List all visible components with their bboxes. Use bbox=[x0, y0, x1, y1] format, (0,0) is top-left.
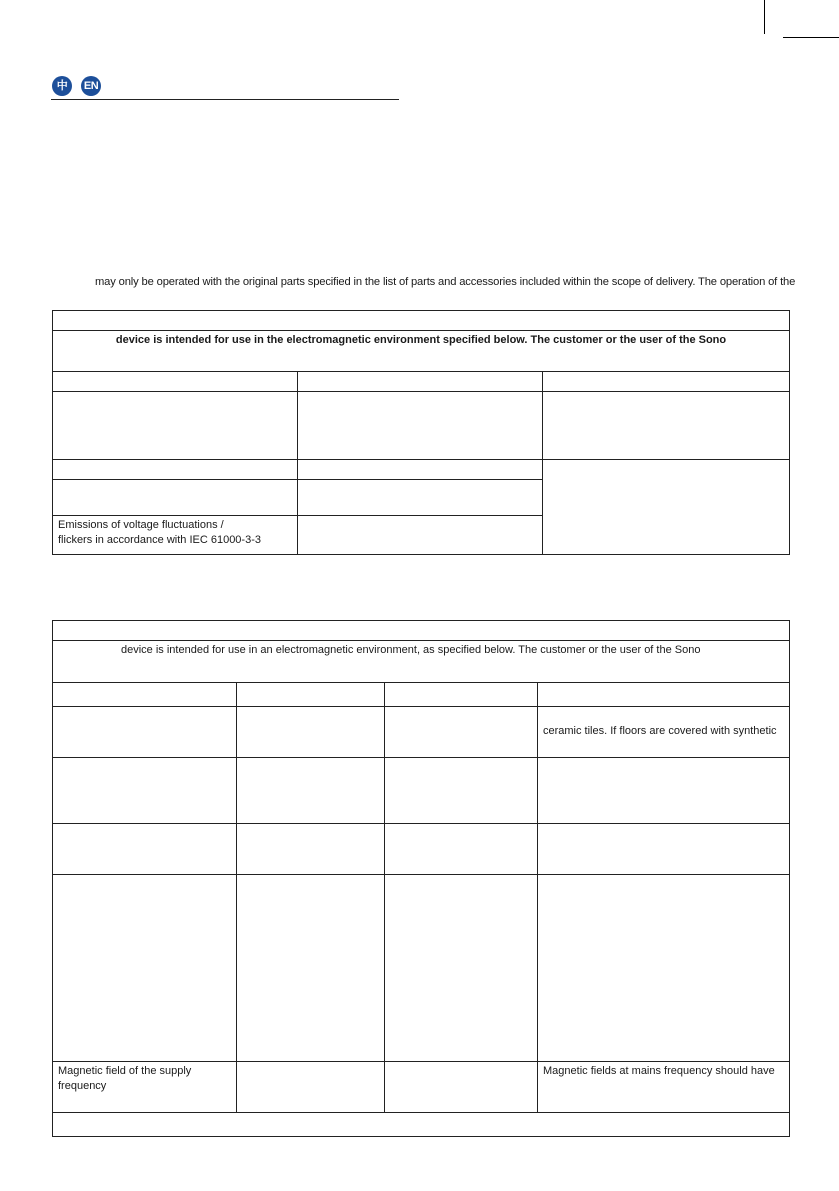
immunity-table-title-row bbox=[53, 621, 790, 641]
emissions-cell bbox=[543, 392, 790, 460]
immunity-table bbox=[52, 620, 790, 1137]
emissions-cell bbox=[53, 480, 298, 516]
emissions-table-title-row bbox=[53, 311, 790, 331]
emissions-header-cell bbox=[53, 372, 298, 392]
immunity-cell bbox=[385, 707, 538, 758]
immunity-cell bbox=[385, 758, 538, 824]
crop-mark-top-vertical bbox=[764, 0, 765, 34]
emissions-table bbox=[52, 310, 790, 555]
emissions-cell bbox=[53, 460, 298, 480]
immunity-cell bbox=[385, 824, 538, 875]
immunity-table-footer-row bbox=[53, 1113, 790, 1137]
immunity-cell bbox=[237, 1062, 385, 1113]
voltage-fluctuations-label-line2: flickers in accordance with IEC 61000-3-3 bbox=[58, 534, 261, 546]
immunity-cell bbox=[53, 824, 237, 875]
immunity-cell bbox=[237, 824, 385, 875]
emissions-cell bbox=[298, 460, 543, 480]
emissions-cell bbox=[298, 480, 543, 516]
immunity-cell bbox=[53, 758, 237, 824]
emissions-cell bbox=[298, 516, 543, 555]
immunity-cell bbox=[538, 824, 790, 875]
immunity-header-cell bbox=[538, 683, 790, 707]
magnetic-field-guidance: Magnetic fields at mains frequency should have bbox=[538, 1062, 790, 1113]
immunity-header-cell bbox=[53, 683, 237, 707]
chinese-language-badge: 中 bbox=[52, 76, 72, 96]
immunity-table-intro: device is intended for use in an electromagnetic environment, as specified below. The customer or the user of the Sono bbox=[53, 641, 790, 683]
emissions-cell bbox=[53, 392, 298, 460]
voltage-fluctuations-label-line1: Emissions of voltage fluctuations / bbox=[58, 519, 224, 531]
immunity-cell bbox=[538, 875, 790, 1062]
immunity-cell bbox=[385, 875, 538, 1062]
immunity-cell bbox=[237, 707, 385, 758]
immunity-cell bbox=[53, 707, 237, 758]
magnetic-field-label: Magnetic field of the supply frequency bbox=[53, 1062, 237, 1113]
intro-paragraph: may only be operated with the original parts specified in the list of parts and accessories included within the scope of delivery. The operation of the bbox=[95, 276, 796, 288]
emissions-guidance-merged-cell bbox=[543, 460, 790, 555]
header-rule bbox=[51, 99, 399, 100]
immunity-cell bbox=[385, 1062, 538, 1113]
immunity-cell bbox=[237, 875, 385, 1062]
voltage-fluctuations-label bbox=[53, 516, 298, 555]
emissions-table-intro: device is intended for use in the electromagnetic environment specified below. The customer or the user of the Sono bbox=[53, 331, 790, 372]
emissions-header-cell bbox=[298, 372, 543, 392]
emissions-cell bbox=[298, 392, 543, 460]
esd-guidance-cell: ceramic tiles. If floors are covered with synthetic bbox=[538, 707, 790, 758]
immunity-header-cell bbox=[237, 683, 385, 707]
english-language-badge: EN bbox=[81, 76, 101, 96]
immunity-header-cell bbox=[385, 683, 538, 707]
emissions-header-cell bbox=[543, 372, 790, 392]
immunity-cell bbox=[237, 758, 385, 824]
immunity-cell bbox=[538, 758, 790, 824]
crop-mark-top-horizontal bbox=[783, 37, 839, 38]
immunity-cell bbox=[53, 875, 237, 1062]
